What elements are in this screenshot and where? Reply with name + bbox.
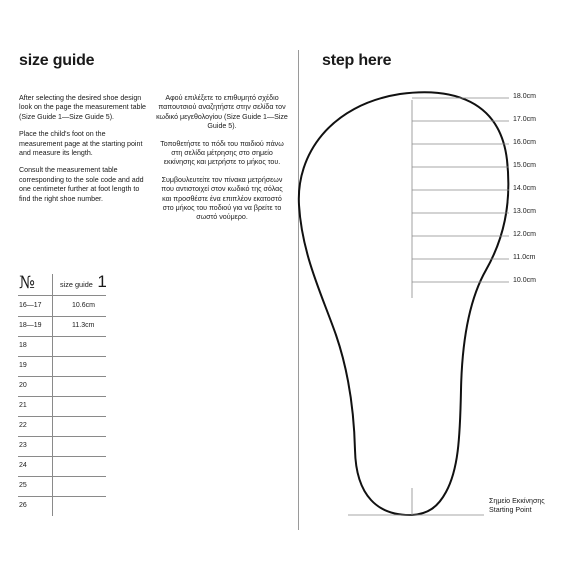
row-size: 21 <box>19 402 27 409</box>
tick-label-18cm: 18.0cm <box>513 93 536 100</box>
tick-label-16cm: 16.0cm <box>513 139 536 146</box>
tick-label-14cm: 14.0cm <box>513 185 536 192</box>
starting-point-greek: Σημείο Εκκίνησης <box>489 497 545 505</box>
tick-label-11cm: 11.0cm <box>513 254 536 261</box>
size-guide-header-label: size guide <box>60 280 93 289</box>
row-size: 18—19 <box>19 322 42 329</box>
greek-paragraph-3: Συμβουλευτείτε τον πίνακα μετρήσεων που αντιστοιχεί στον κωδικό της σόλας και προσθέστε ένα επιπλέον εκατοστό στο μήκος του ποδιού για να βρείτε το σωστό νούμερο. <box>161 175 283 222</box>
row-size: 24 <box>19 462 27 469</box>
english-paragraph-1: After selecting the desired shoe design look on the page the measurement table (Size Guide 1—Size Guide 5). <box>19 94 146 121</box>
tick-label-15cm: 15.0cm <box>513 162 536 169</box>
row-size: 18 <box>19 342 27 349</box>
starting-point-label <box>489 497 545 516</box>
step-here-title: step here <box>322 52 392 69</box>
greek-paragraph-1: Αφού επιλέξετε το επιθυμητό σχέδιο παπουτσιού αναζητήστε στην σελίδα τον κωδικό μεγεθολογίου (Size Guide 1—Size Guide 5). <box>156 94 288 131</box>
row-length: 10.6cm <box>72 302 95 309</box>
row-length: 11.3cm <box>72 322 95 329</box>
starting-point-english: Starting Point <box>489 506 532 515</box>
row-size: 19 <box>19 362 27 369</box>
row-size: 25 <box>19 482 27 489</box>
size-guide-header-number: 1 <box>97 272 107 291</box>
number-symbol: № <box>19 273 36 293</box>
tick-label-13cm: 13.0cm <box>513 208 536 215</box>
english-paragraph-3: Consult the measurement table corresponding to the sole code and add one centimeter further at foot length to find the right shoe number. <box>19 166 144 203</box>
tick-label-12cm: 12.0cm <box>513 231 536 238</box>
english-paragraph-2: Place the child's foot on the measurement page at the starting point and measure its length. <box>19 130 143 158</box>
greek-paragraph-2: Τοποθετήστε το πόδι του παιδιού πάνω στη σελίδα μέτρησης στο σημείο εκκίνησης και μετρήστε το μήκος του. <box>160 139 284 167</box>
foot-outline <box>299 92 509 515</box>
size-guide-title: size guide <box>19 52 95 69</box>
row-size: 26 <box>19 502 27 509</box>
row-size: 23 <box>19 442 27 449</box>
row-size: 16—17 <box>19 302 42 309</box>
row-size: 20 <box>19 382 27 389</box>
tick-label-10cm: 10.0cm <box>513 277 536 284</box>
tick-label-17cm: 17.0cm <box>513 116 536 123</box>
row-size: 22 <box>19 422 27 429</box>
